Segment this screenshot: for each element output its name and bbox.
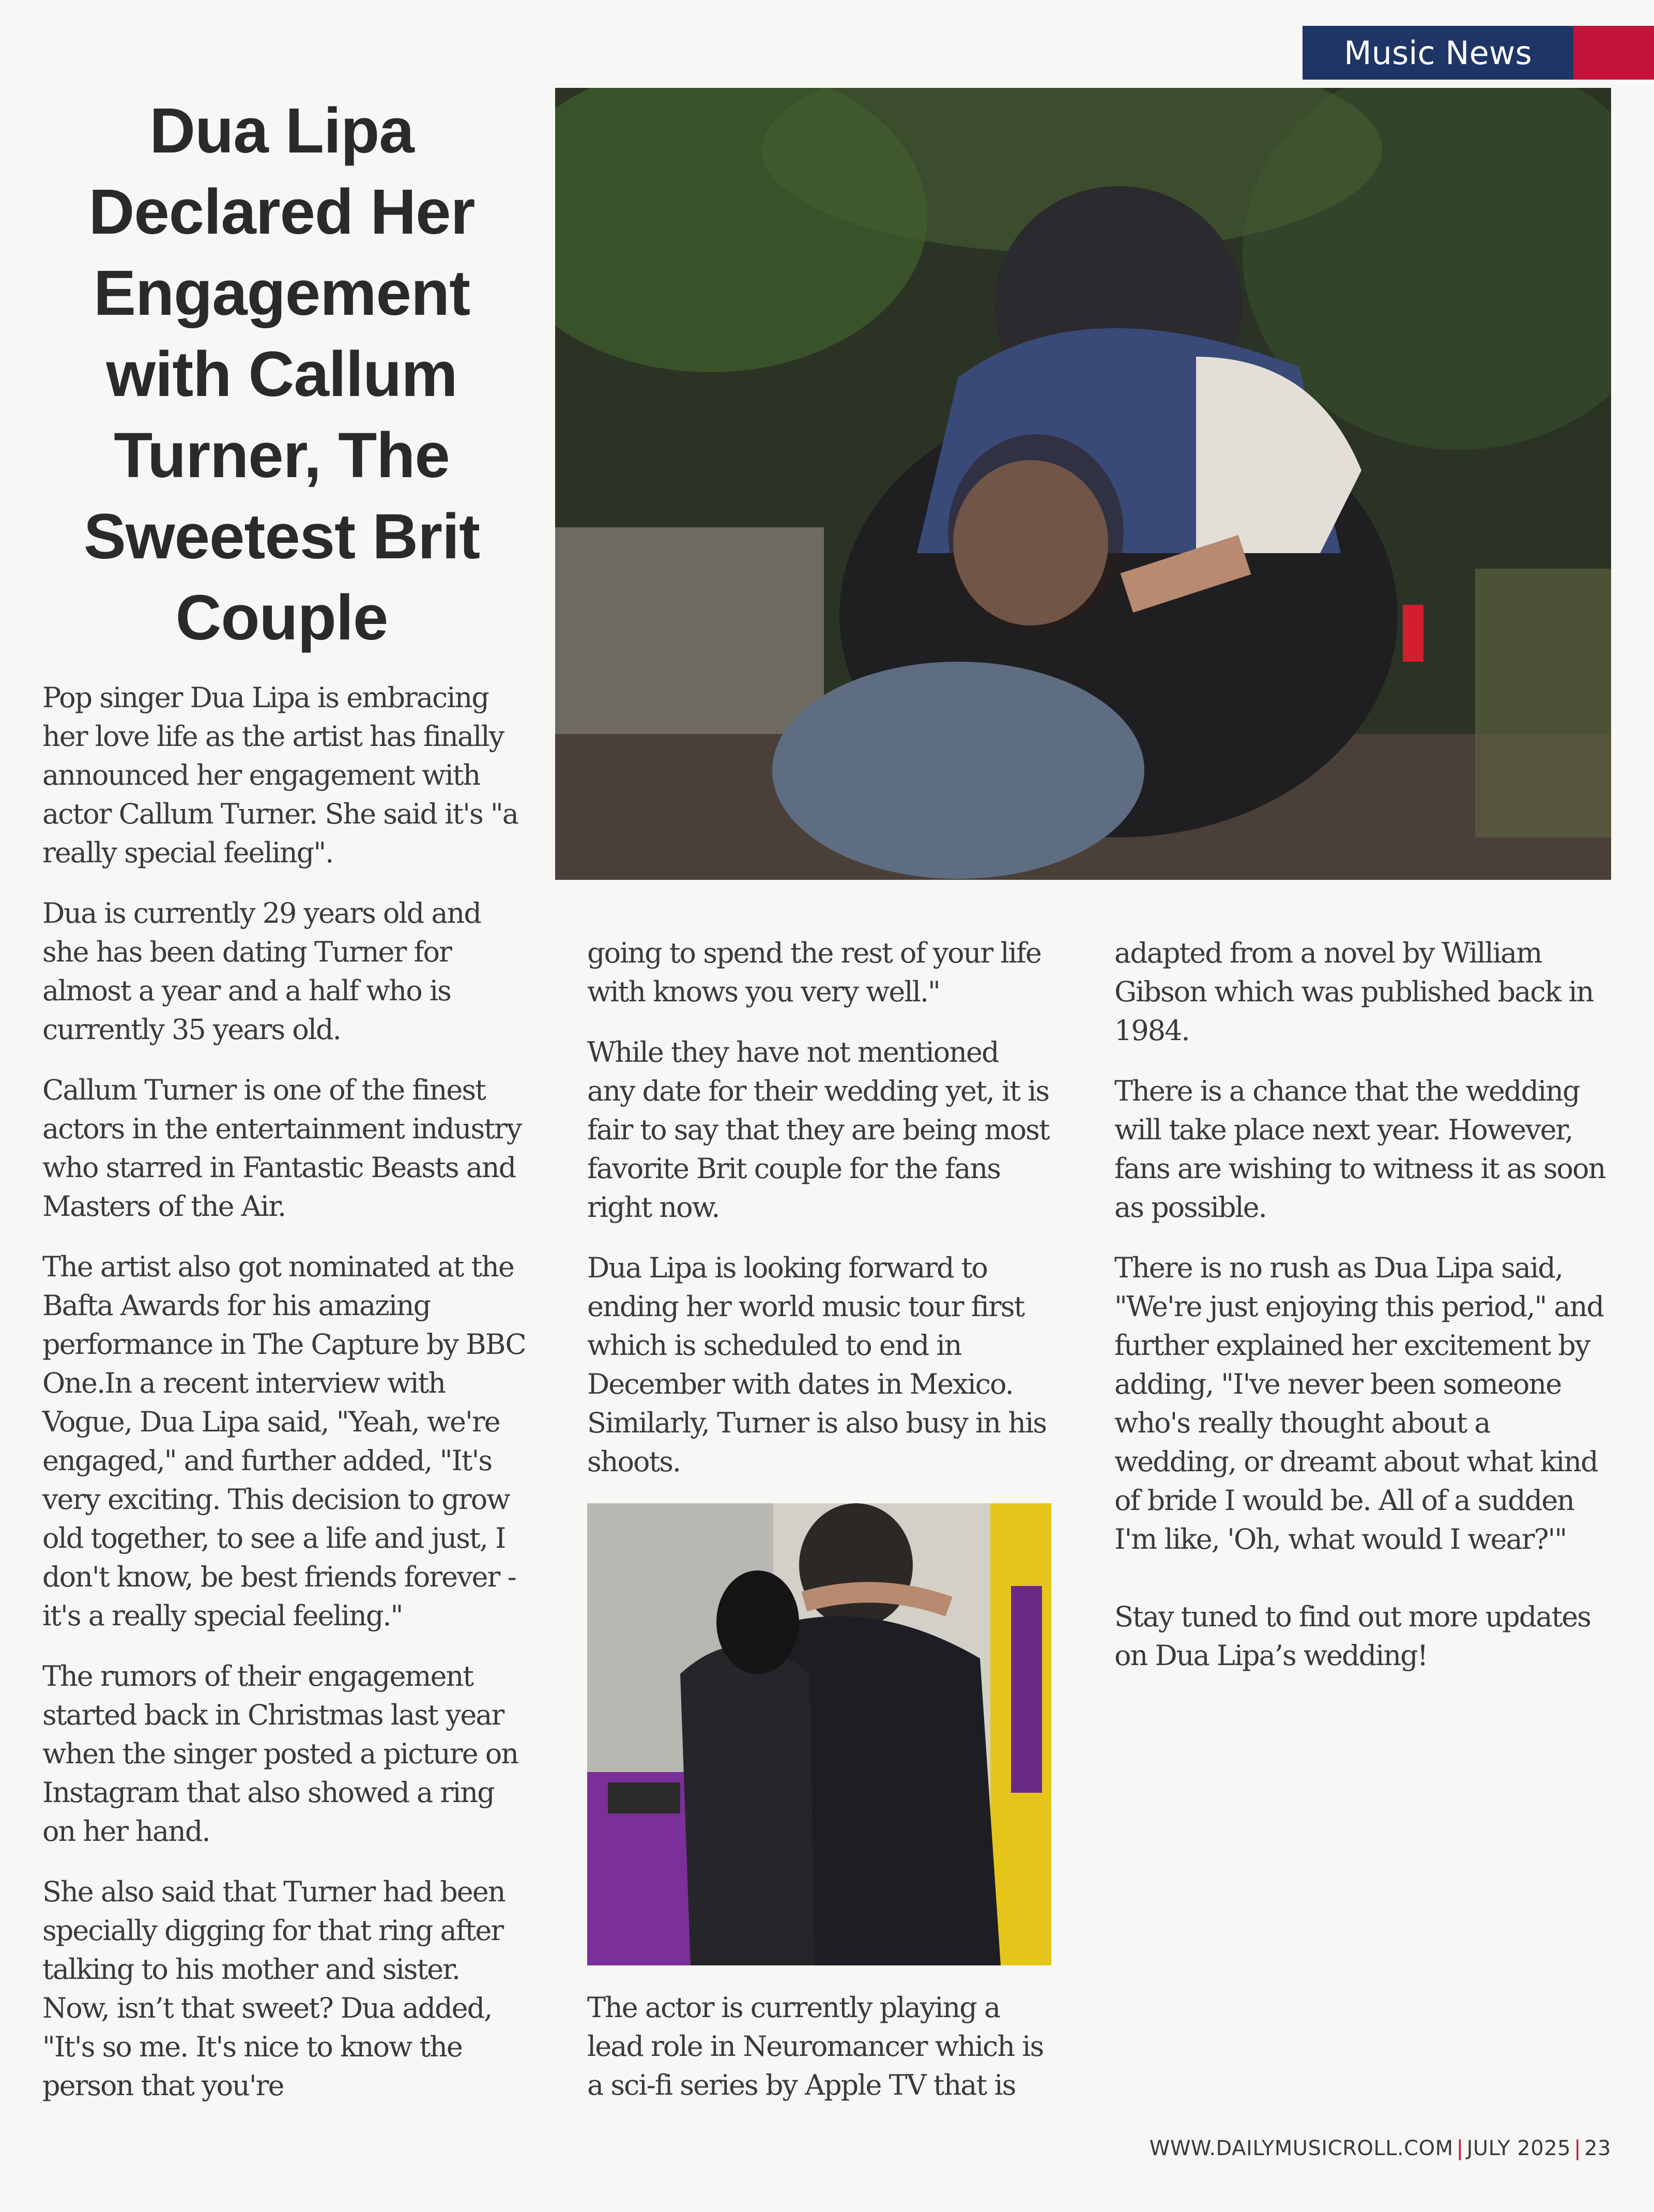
column2-paragraph: going to spend the rest of your life with knows you very well.": [587, 937, 1041, 1008]
column3-paragraph: There is a chance that the wedding will take place next year. However, fans are wishing to witness it as soon as possible.: [1114, 1075, 1605, 1224]
footer-site: WWW.DAILYMUSICROLL.COM: [1149, 2137, 1453, 2160]
article-column-2: [587, 934, 1052, 1503]
section-label: Music News: [1344, 34, 1532, 72]
column2-paragraph: Dua Lipa is looking forward to ending her world music tour first which is scheduled to end in December with dates in Mexico. Similarly, Turner is also busy in his shoots.: [587, 1252, 1046, 1478]
page-footer: [1150, 2137, 1611, 2160]
section-tab-accent: [1573, 26, 1654, 80]
secondary-photo-illustration: [587, 1503, 1051, 1965]
column3-paragraph: adapted from a novel by William Gibson which was published back in 1984.: [1114, 937, 1594, 1047]
footer-separator: |: [1456, 2137, 1464, 2160]
column1-paragraph: Callum Turner is one of the finest actors in the entertainment industry who starred in Fantastic Beasts and Masters of the Air.: [42, 1074, 522, 1223]
column3-paragraph: Stay tuned to find out more updates on Dua Lipa’s wedding!: [1114, 1600, 1590, 1672]
column1-paragraph: The rumors of their engagement started back in Christmas last year when the singer posted a picture on Instagram that also showed a ring on her hand.: [42, 1660, 518, 1848]
column1-paragraph: She also said that Turner had been specially digging for that ring after talking to his mother and sister. Now, isn’t that sweet? Dua added, "It's so me. It's nice to know the person that you're: [42, 1875, 505, 2102]
article-headline: Dua Lipa Declared Her Engagement with Callum Turner, The Sweetest Brit Couple: [83, 96, 480, 653]
column2-paragraph: The actor is currently playing a lead role in Neuromancer which is a sci-fi series by Apple TV that is: [587, 1991, 1044, 2101]
column1-paragraph: Dua is currently 29 years old and she has been dating Turner for almost a year and a half who is currently 35 years old.: [42, 897, 481, 1046]
article-column-3: [1114, 934, 1611, 1697]
column3-paragraph: There is no rush as Dua Lipa said, "We're just enjoying this period," and further explained her excitement by adding, "I've never been someone who's really thought about a wedding, or dreamt about what kind of bride I would be. All of a sudden I'm like, 'Oh, what would I wear?'": [1114, 1252, 1604, 1555]
footer-page-number: 23: [1584, 2137, 1611, 2160]
article-column-2-continued: [587, 1988, 1052, 2126]
column2-paragraph: While they have not mentioned any date for their wedding yet, it is fair to say that they are being most favorite Brit couple for the fans right now.: [587, 1036, 1049, 1224]
column1-paragraph: Pop singer Dua Lipa is embracing her love life as the artist has finally announced her engagement with actor Callum Turner. She said it's "a really special feeling".: [42, 681, 518, 869]
column1-paragraph: The artist also got nominated at the Bafta Awards for his amazing performance in The Capture by BBC One.In a recent interview with Vogue, Dua Lipa said, "Yeah, we're engaged," and further added, "It's very exciting. This decision to grow old together, to see a life and just, I don't know, be best friends forever - it's a really special feeling.": [42, 1250, 526, 1632]
main-photo-illustration: [555, 88, 1611, 880]
footer-date: JULY 2025: [1466, 2137, 1571, 2160]
main-photo: [555, 88, 1611, 880]
secondary-photo: [587, 1503, 1051, 1965]
footer-separator: |: [1574, 2137, 1582, 2160]
article-column-1: [42, 678, 528, 2127]
section-tab: [1303, 26, 1573, 80]
